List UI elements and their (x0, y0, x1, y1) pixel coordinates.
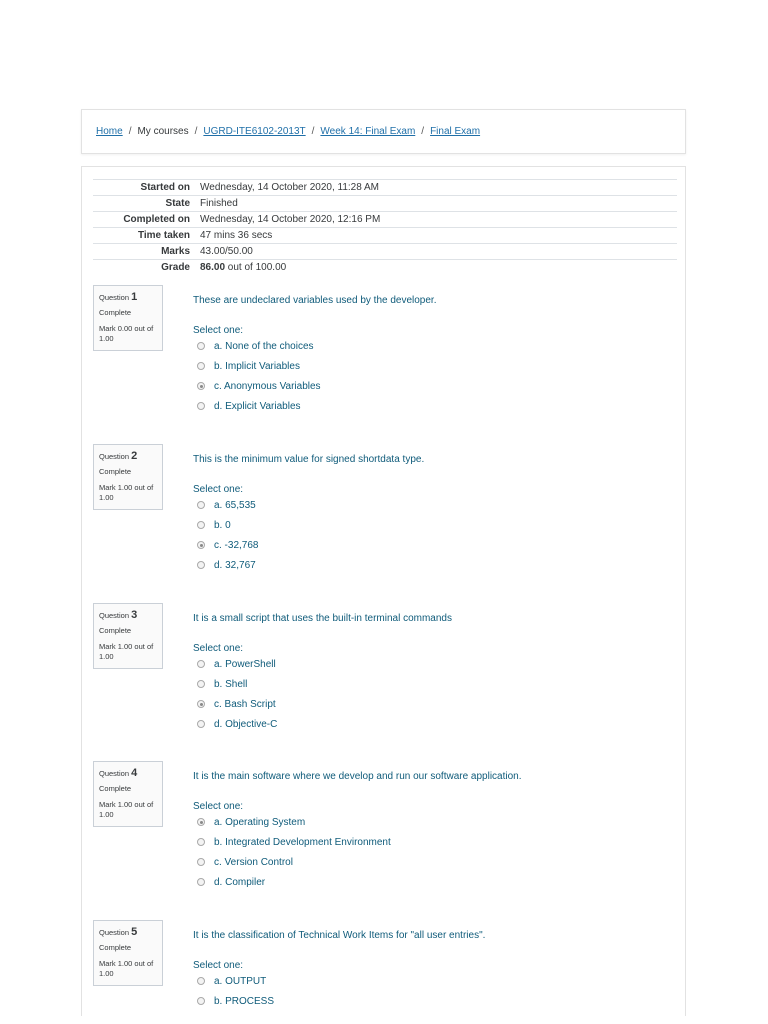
answer-option[interactable] (197, 812, 673, 832)
option-label: c. -32,768 (214, 539, 259, 551)
question-text: This is the minimum value for signed shortdata type. (193, 454, 425, 465)
question-state: Complete (99, 308, 132, 318)
radio-button[interactable] (197, 561, 205, 569)
question-state: Complete (99, 467, 132, 477)
grade-value: 86.00 (200, 262, 226, 274)
option-label: a. None of the choices (214, 340, 314, 352)
answer-option[interactable] (197, 832, 673, 852)
breadcrumb-home-link[interactable]: Home (96, 126, 123, 137)
breadcrumb-separator: / (128, 126, 132, 137)
summary-value: Wednesday, 14 October 2020, 11:28 AM (200, 182, 380, 193)
answer-option[interactable] (197, 495, 673, 515)
summary-value: 47 mins 36 secs (200, 230, 273, 241)
answer-option[interactable] (197, 991, 673, 1011)
question-number: 5 (131, 926, 138, 938)
question-2-info (93, 444, 163, 510)
question-mark: Mark 1.00 out of 1.00 (99, 958, 154, 979)
breadcrumb-final-exam-link[interactable]: Final Exam (430, 126, 481, 137)
select-one-prompt: Select one: (193, 325, 244, 336)
question-mark: Mark 0.00 out of 1.00 (99, 323, 154, 344)
option-label: c. Anonymous Variables (214, 380, 321, 392)
radio-button-selected[interactable] (197, 700, 205, 708)
summary-row-grade (93, 260, 677, 276)
option-label: a. Operating System (214, 816, 306, 828)
summary-label: Marks (161, 246, 190, 257)
answer-options (193, 812, 673, 892)
summary-row-marks (93, 244, 677, 260)
answer-option[interactable] (197, 674, 673, 694)
grade-out-of: out of 100.00 (225, 262, 287, 274)
answer-option[interactable] (197, 714, 673, 734)
question-number: 3 (131, 609, 138, 621)
radio-button[interactable] (197, 878, 205, 886)
select-one-prompt: Select one: (193, 801, 244, 812)
option-label: b. Shell (214, 678, 248, 690)
option-label: c. Bash Script (214, 698, 276, 710)
question-state: Complete (99, 784, 132, 794)
summary-value: Finished (200, 198, 238, 209)
attempt-summary-table (93, 179, 677, 276)
radio-button[interactable] (197, 858, 205, 866)
radio-button[interactable] (197, 342, 205, 350)
answer-option[interactable] (197, 654, 673, 674)
radio-button-selected[interactable] (197, 382, 205, 390)
question-text: It is the classification of Technical Work Items for "all user entries". (193, 930, 486, 941)
question-4-content (193, 769, 673, 892)
option-label: c. Version Control (214, 856, 293, 868)
radio-button[interactable] (197, 977, 205, 985)
answer-options (193, 654, 673, 734)
question-3-info (93, 603, 163, 669)
option-label: a. 65,535 (214, 499, 256, 511)
answer-option[interactable] (197, 515, 673, 535)
summary-label: Grade (161, 262, 190, 274)
question-2-content (193, 452, 673, 575)
breadcrumb-separator: / (421, 126, 425, 137)
radio-button[interactable] (197, 838, 205, 846)
select-one-prompt: Select one: (193, 960, 244, 971)
radio-button[interactable] (197, 997, 205, 1005)
answer-options (193, 971, 673, 1011)
question-word: Question (99, 452, 130, 461)
question-word: Question (99, 611, 130, 620)
question-text: These are undeclared variables used by the developer. (193, 295, 437, 306)
quiz-review-panel (81, 166, 686, 1016)
radio-button[interactable] (197, 680, 205, 688)
option-label: a. OUTPUT (214, 975, 267, 987)
question-number: 4 (131, 767, 138, 779)
answer-options (193, 495, 673, 575)
answer-option[interactable] (197, 336, 673, 356)
option-label: b. PROCESS (214, 995, 275, 1007)
summary-row-time-taken (93, 228, 677, 244)
question-number: 1 (131, 291, 138, 303)
option-label: a. PowerShell (214, 658, 276, 670)
radio-button[interactable] (197, 521, 205, 529)
question-text: It is the main software where we develop and run our software application. (193, 771, 522, 782)
radio-button-selected[interactable] (197, 818, 205, 826)
question-5-content (193, 928, 673, 1011)
answer-option[interactable] (197, 852, 673, 872)
option-label: d. Compiler (214, 876, 266, 888)
summary-row-state (93, 196, 677, 212)
question-number: 2 (131, 450, 138, 462)
option-label: d. Explicit Variables (214, 400, 301, 412)
summary-value (200, 260, 677, 276)
summary-value: 43.00/50.00 (200, 246, 253, 257)
summary-label: Time taken (137, 230, 190, 241)
breadcrumb-course-link[interactable]: UGRD-ITE6102-2013T (203, 126, 306, 137)
breadcrumb-week-link[interactable]: Week 14: Final Exam (320, 126, 416, 137)
breadcrumb-separator: / (194, 126, 198, 137)
answer-option[interactable] (197, 376, 673, 396)
summary-value: Wednesday, 14 October 2020, 12:16 PM (200, 214, 381, 225)
select-one-prompt: Select one: (193, 484, 244, 495)
radio-button-selected[interactable] (197, 541, 205, 549)
question-text: It is a small script that uses the built-in terminal commands (193, 613, 452, 624)
question-word: Question (99, 293, 130, 302)
question-state: Complete (99, 943, 132, 953)
option-label: b. Integrated Development Environment (214, 836, 391, 848)
answer-option[interactable] (197, 872, 673, 892)
question-mark: Mark 1.00 out of 1.00 (99, 641, 154, 662)
summary-row-completed (93, 212, 677, 228)
answer-option[interactable] (197, 535, 673, 555)
option-label: d. Objective-C (214, 718, 278, 730)
radio-button[interactable] (197, 362, 205, 370)
breadcrumb (81, 109, 686, 154)
summary-label: Completed on (123, 214, 190, 225)
option-label: b. 0 (214, 519, 231, 531)
radio-button[interactable] (197, 660, 205, 668)
question-5-info (93, 920, 163, 986)
question-state: Complete (99, 626, 132, 636)
question-word: Question (99, 769, 130, 778)
radio-button[interactable] (197, 720, 205, 728)
select-one-prompt: Select one: (193, 643, 244, 654)
question-word: Question (99, 928, 130, 937)
question-4-info (93, 761, 163, 827)
question-mark: Mark 1.00 out of 1.00 (99, 799, 154, 820)
summary-row-started (93, 180, 677, 196)
radio-button[interactable] (197, 402, 205, 410)
breadcrumb-my-courses: My courses (137, 126, 189, 137)
option-label: d. 32,767 (214, 559, 256, 571)
summary-label: Started on (140, 182, 190, 193)
question-3-content (193, 611, 673, 734)
question-1-content (193, 293, 673, 416)
answer-options (193, 336, 673, 416)
answer-option[interactable] (197, 971, 673, 991)
question-mark: Mark 1.00 out of 1.00 (99, 482, 154, 503)
option-label: b. Implicit Variables (214, 360, 300, 372)
answer-option[interactable] (197, 694, 673, 714)
radio-button[interactable] (197, 501, 205, 509)
question-1-info (93, 285, 163, 351)
answer-option[interactable] (197, 396, 673, 416)
answer-option[interactable] (197, 555, 673, 575)
breadcrumb-separator: / (311, 126, 315, 137)
answer-option[interactable] (197, 356, 673, 376)
summary-label: State (165, 198, 190, 209)
